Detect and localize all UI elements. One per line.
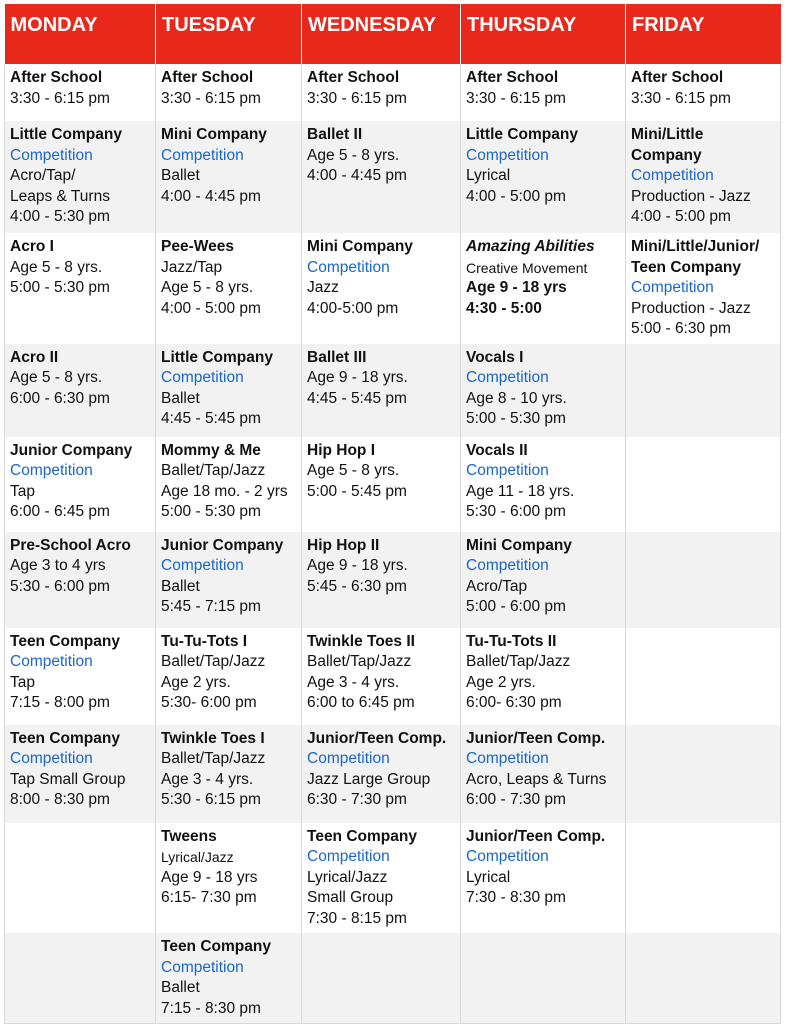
- class-cell-thursday: [461, 628, 626, 725]
- header-row: [5, 4, 781, 64]
- class-detail: 3:30 - 6:15 pm: [307, 89, 407, 107]
- class-cell-friday: [626, 725, 781, 823]
- class-cell-thursday: [461, 933, 626, 1024]
- class-detail: 4:00-5:00 pm: [307, 299, 399, 317]
- class-cell-friday: [626, 437, 781, 532]
- class-detail: 6:00 - 6:45 pm: [10, 503, 110, 520]
- class-detail: Age 9 - 18 yrs.: [307, 369, 408, 386]
- class-detail: 5:00 - 5:30 pm: [10, 279, 110, 296]
- class-detail: Jazz/Tap: [161, 258, 223, 276]
- class-detail: 5:00 - 6:00 pm: [466, 598, 566, 615]
- class-detail: Ballet/Tap/Jazz: [466, 653, 571, 670]
- competition-label: Competition: [631, 167, 714, 184]
- class-detail: Ballet/Tap/Jazz: [161, 750, 266, 767]
- class-detail: Ballet/Tap/Jazz: [161, 462, 266, 479]
- class-cell-thursday: [461, 823, 626, 934]
- class-detail: 4:00 - 5:00 pm: [466, 187, 566, 205]
- class-cell-monday: [5, 121, 156, 233]
- schedule-row: [5, 628, 781, 725]
- class-detail: 4:45 - 5:45 pm: [161, 410, 261, 427]
- schedule-row: [5, 437, 781, 532]
- class-detail: Teen Company: [631, 258, 741, 276]
- class-cell-wednesday: [302, 437, 461, 532]
- class-detail: Age 5 - 8 yrs.: [10, 369, 103, 386]
- schedule-body: [5, 64, 781, 1024]
- class-cell-friday: [626, 344, 781, 437]
- class-detail: 4:00 - 5:30 pm: [10, 208, 110, 225]
- class-name: Ballet III: [307, 348, 367, 366]
- class-detail: Age 2 yrs.: [466, 673, 536, 691]
- class-cell-friday: [626, 121, 781, 233]
- class-cell-wednesday: [302, 725, 461, 823]
- class-name: Acro II: [10, 348, 59, 366]
- class-detail: 3:30 - 6:15 pm: [466, 89, 566, 107]
- class-name: After School: [307, 69, 400, 86]
- class-name: Pre-School Acro: [10, 536, 131, 554]
- schedule-row: [5, 823, 781, 934]
- competition-label: Competition: [466, 750, 549, 767]
- class-cell-tuesday: [156, 344, 302, 437]
- class-detail: 4:00 - 5:00 pm: [161, 299, 261, 317]
- class-name: Acro I: [10, 238, 54, 255]
- class-detail: 4:00 - 4:45 pm: [161, 187, 261, 205]
- class-name: Teen Company: [10, 632, 120, 650]
- class-cell-tuesday: [156, 823, 302, 934]
- class-detail: Tap: [10, 673, 35, 691]
- class-name: Hip Hop II: [307, 536, 380, 554]
- class-detail: 5:30- 6:00 pm: [161, 694, 257, 711]
- class-detail: Ballet: [161, 979, 200, 996]
- competition-label: Competition: [307, 848, 390, 865]
- day-header-wednesday: WEDNESDAY: [302, 4, 461, 64]
- class-cell-tuesday: [156, 628, 302, 725]
- class-detail: 5:00 - 6:30 pm: [631, 320, 731, 337]
- class-detail: 3:30 - 6:15 pm: [161, 89, 261, 107]
- class-detail: 6:30 - 7:30 pm: [307, 791, 407, 808]
- class-cell-wednesday: [302, 823, 461, 934]
- day-header-monday: MONDAY: [5, 4, 156, 64]
- class-detail: 6:00 to 6:45 pm: [307, 694, 415, 711]
- class-detail: 3:30 - 6:15 pm: [631, 89, 731, 107]
- class-cell-wednesday: [302, 233, 461, 344]
- competition-label: Competition: [466, 146, 549, 164]
- class-cell-wednesday: [302, 532, 461, 628]
- class-name: Junior/Teen Comp.: [307, 729, 447, 747]
- day-header-thursday: THURSDAY: [461, 4, 626, 64]
- competition-label: Competition: [631, 279, 714, 296]
- class-detail: 4:30 - 5:00: [466, 299, 542, 317]
- class-detail: 5:30 - 6:15 pm: [161, 791, 261, 808]
- class-detail: Acro/Tap: [466, 577, 528, 595]
- class-detail: Age 8 - 10 yrs.: [466, 389, 567, 407]
- class-detail: Lyrical/Jazz: [161, 849, 234, 865]
- class-detail: Age 9 - 18 yrs.: [307, 557, 408, 574]
- competition-label: Competition: [466, 369, 549, 386]
- class-cell-tuesday: [156, 532, 302, 628]
- class-detail: Small Group: [307, 889, 394, 906]
- class-cell-monday: [5, 344, 156, 437]
- class-detail: Company: [631, 146, 702, 164]
- class-detail: Age 5 - 8 yrs.: [307, 462, 400, 479]
- class-cell-wednesday: [302, 121, 461, 233]
- schedule-row: [5, 64, 781, 121]
- class-cell-monday: [5, 233, 156, 344]
- class-detail: 5:00 - 5:45 pm: [307, 482, 407, 500]
- class-name: Mini Company: [161, 126, 267, 143]
- class-name: Ballet II: [307, 126, 363, 143]
- class-name: Twinkle Toes I: [161, 729, 265, 747]
- class-detail: Leaps & Turns: [10, 187, 110, 205]
- competition-label: Competition: [10, 653, 93, 670]
- class-detail: 7:30 - 8:30 pm: [466, 889, 566, 906]
- class-name: Mommy & Me: [161, 441, 261, 459]
- class-name: Teen Company: [161, 938, 271, 955]
- class-detail: Ballet: [161, 577, 200, 595]
- class-detail: Jazz Large Group: [307, 770, 431, 788]
- class-name: After School: [10, 69, 103, 86]
- competition-label: Competition: [161, 146, 244, 164]
- class-cell-tuesday: [156, 933, 302, 1024]
- class-detail: 5:30 - 6:00 pm: [466, 503, 566, 520]
- class-cell-thursday: [461, 532, 626, 628]
- class-cell-tuesday: [156, 64, 302, 121]
- class-cell-monday: [5, 725, 156, 823]
- competition-label: Competition: [161, 369, 244, 386]
- class-cell-monday: [5, 628, 156, 725]
- class-detail: 6:15- 7:30 pm: [161, 889, 257, 906]
- class-detail: 5:45 - 6:30 pm: [307, 577, 407, 595]
- class-detail: Ballet/Tap/Jazz: [161, 653, 266, 670]
- class-detail: 5:00 - 5:30 pm: [161, 503, 261, 520]
- class-detail: 7:30 - 8:15 pm: [307, 909, 407, 927]
- class-cell-monday: [5, 437, 156, 532]
- class-detail: Ballet: [161, 167, 200, 184]
- schedule-row: [5, 532, 781, 628]
- class-name: After School: [631, 69, 724, 86]
- class-name: Hip Hop I: [307, 441, 376, 459]
- class-name: Junior/Teen Comp.: [466, 827, 606, 845]
- class-detail: Age 5 - 8 yrs.: [10, 258, 103, 276]
- class-cell-thursday: [461, 233, 626, 344]
- class-detail: Lyrical/Jazz: [307, 868, 388, 886]
- schedule-row: [5, 233, 781, 344]
- class-cell-monday: [5, 933, 156, 1024]
- class-detail: 4:00 - 4:45 pm: [307, 167, 407, 184]
- class-detail: 6:00 - 6:30 pm: [10, 389, 110, 407]
- class-name: Mini/Little/Junior/: [631, 238, 760, 255]
- day-header-friday: FRIDAY: [626, 4, 781, 64]
- class-detail: Lyrical: [466, 167, 511, 184]
- class-detail: Production - Jazz: [631, 299, 751, 317]
- class-detail: 7:15 - 8:30 pm: [161, 999, 261, 1017]
- class-name: Twinkle Toes II: [307, 632, 415, 650]
- class-detail: Age 5 - 8 yrs.: [307, 146, 400, 164]
- class-cell-thursday: [461, 725, 626, 823]
- class-cell-tuesday: [156, 437, 302, 532]
- class-detail: Lyrical: [466, 868, 511, 886]
- schedule-table: [4, 4, 781, 1024]
- class-cell-wednesday: [302, 933, 461, 1024]
- class-name: Junior/Teen Comp.: [466, 729, 606, 747]
- class-name: Mini Company: [307, 238, 413, 255]
- class-detail: Ballet/Tap/Jazz: [307, 653, 412, 670]
- class-detail: Age 5 - 8 yrs.: [161, 279, 254, 296]
- class-cell-thursday: [461, 437, 626, 532]
- class-detail: Ballet: [161, 389, 200, 407]
- class-cell-tuesday: [156, 725, 302, 823]
- class-detail: 3:30 - 6:15 pm: [10, 89, 110, 107]
- day-header-tuesday: TUESDAY: [156, 4, 302, 64]
- class-cell-tuesday: [156, 233, 302, 344]
- class-cell-friday: [626, 628, 781, 725]
- class-cell-monday: [5, 532, 156, 628]
- class-cell-thursday: [461, 344, 626, 437]
- class-detail: Age 3 - 4 yrs.: [161, 770, 254, 788]
- class-detail: Age 18 mo. - 2 yrs: [161, 482, 288, 500]
- class-name: Pee-Wees: [161, 238, 234, 255]
- class-cell-wednesday: [302, 344, 461, 437]
- schedule-row: [5, 933, 781, 1024]
- class-cell-friday: [626, 823, 781, 934]
- class-detail: 6:00 - 7:30 pm: [466, 791, 566, 808]
- competition-label: Competition: [10, 146, 93, 164]
- class-cell-wednesday: [302, 64, 461, 121]
- class-name: Junior Company: [161, 536, 284, 554]
- schedule-row: [5, 725, 781, 823]
- competition-label: Competition: [161, 557, 244, 574]
- class-name: Junior Company: [10, 441, 133, 459]
- class-detail: 7:15 - 8:00 pm: [10, 694, 110, 711]
- class-detail: 4:00 - 5:00 pm: [631, 208, 731, 225]
- class-detail: Age 3 - 4 yrs.: [307, 673, 400, 691]
- class-name: Tu-Tu-Tots II: [466, 632, 557, 650]
- class-cell-wednesday: [302, 628, 461, 725]
- class-cell-monday: [5, 823, 156, 934]
- competition-label: Competition: [307, 750, 390, 767]
- class-detail: Age 3 to 4 yrs: [10, 557, 106, 574]
- class-detail: Jazz: [307, 279, 339, 296]
- class-detail: Age 11 - 18 yrs.: [466, 482, 575, 500]
- class-cell-thursday: [461, 121, 626, 233]
- class-name: After School: [161, 69, 254, 86]
- class-detail: Production - Jazz: [631, 187, 751, 205]
- class-detail: Acro, Leaps & Turns: [466, 770, 607, 788]
- class-name: Little Company: [10, 126, 122, 143]
- class-name: Mini Company: [466, 536, 572, 554]
- class-detail: Tap: [10, 482, 35, 500]
- class-name: Teen Company: [10, 729, 120, 747]
- class-name: Little Company: [161, 348, 273, 366]
- class-detail: 6:00- 6:30 pm: [466, 694, 562, 711]
- competition-label: Competition: [466, 462, 549, 479]
- class-detail: Acro/Tap/: [10, 167, 76, 184]
- class-cell-tuesday: [156, 121, 302, 233]
- class-detail: Age 9 - 18 yrs: [161, 868, 258, 886]
- class-detail: 5:45 - 7:15 pm: [161, 598, 261, 615]
- class-name: Vocals I: [466, 348, 524, 366]
- competition-label: Competition: [466, 557, 549, 574]
- class-name: Tweens: [161, 827, 217, 845]
- class-detail: 8:00 - 8:30 pm: [10, 791, 110, 808]
- class-detail: 4:45 - 5:45 pm: [307, 389, 407, 407]
- class-cell-monday: [5, 64, 156, 121]
- class-name: Mini/Little: [631, 126, 704, 143]
- class-detail: Creative Movement: [466, 259, 588, 276]
- competition-label: Competition: [161, 958, 244, 976]
- class-name: Amazing Abilities: [466, 238, 595, 255]
- class-name: Teen Company: [307, 827, 417, 845]
- competition-label: Competition: [10, 462, 93, 479]
- class-cell-friday: [626, 532, 781, 628]
- class-name: Little Company: [466, 126, 578, 143]
- class-cell-thursday: [461, 64, 626, 121]
- class-name: Vocals II: [466, 441, 528, 459]
- competition-label: Competition: [307, 258, 390, 276]
- class-cell-friday: [626, 933, 781, 1024]
- schedule-row: [5, 344, 781, 437]
- class-name: After School: [466, 69, 559, 86]
- class-detail: 5:00 - 5:30 pm: [466, 410, 566, 427]
- class-name: Tu-Tu-Tots I: [161, 632, 248, 650]
- class-detail: Age 9 - 18 yrs: [466, 279, 567, 296]
- class-detail: Tap Small Group: [10, 770, 126, 788]
- class-cell-friday: [626, 64, 781, 121]
- competition-label: Competition: [10, 750, 93, 767]
- class-detail: Age 2 yrs.: [161, 673, 231, 691]
- class-cell-friday: [626, 233, 781, 344]
- competition-label: Competition: [466, 848, 549, 865]
- class-detail: 5:30 - 6:00 pm: [10, 577, 110, 595]
- schedule-row: [5, 121, 781, 233]
